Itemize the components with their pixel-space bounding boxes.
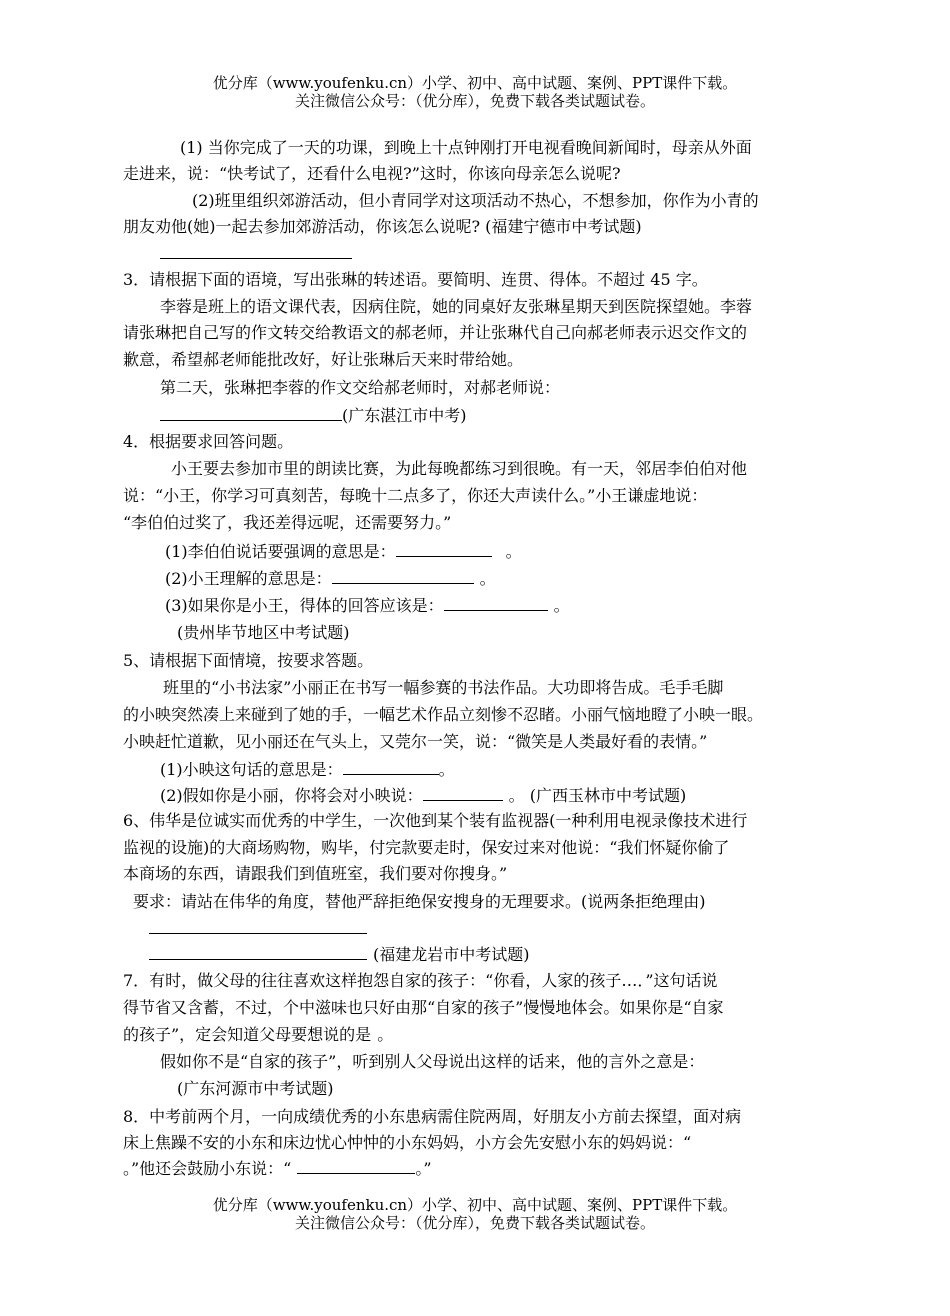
- q5-para-line1: 班里的“小书法家”小丽正在书写一幅参赛的书法作品。大功即将告成。毛手毛脚: [163, 678, 724, 697]
- prev-answer-line: [160, 258, 352, 259]
- q4-sub2-end: 。: [479, 569, 496, 588]
- q6-para-line3: 本商场的东西，请跟我们到值班室，我们要对你搜身。”: [123, 864, 508, 883]
- q4-sub3: [165, 594, 570, 617]
- q3-para1-line1: 李蓉是班上的语文课代表，因病住院，她的同桌好友张琳星期天到医院探望她。李蓉: [160, 297, 753, 316]
- q5-sub1-text: (1)小映这句话的意思是：: [160, 760, 343, 779]
- q4-sub1-end: 。: [505, 542, 522, 561]
- q5-sub1: [160, 758, 455, 781]
- q6-para-line1: 6、伟华是位诚实而优秀的中学生，一次他到某个装有监视器(一种利用电视录像技术进行: [123, 811, 748, 830]
- q4-sub2-text: (2)小王理解的意思是：: [165, 569, 332, 588]
- q5-sub2-end: 。 (广西玉林市中考试题): [508, 786, 687, 805]
- q7-para-line2: 得节省又含蓄，不过，个中滋味也只好由那“自家的孩子”慢慢地体会。如果你是“自家: [123, 998, 724, 1017]
- q4-para-line2: 说：“小王，你学习可真刻苦，每晚十二点多了，你还大声读什么。”小王谦虚地说：: [123, 486, 708, 505]
- q4-sub3-text: (3)如果你是小王，得体的回答应该是：: [165, 596, 444, 615]
- q6-answer-line-2[interactable]: [149, 943, 367, 960]
- q6-para-line2: 监视的设施)的大商场购物，购毕，付完款要走时，保安过来对他说：“我们怀疑你偷了: [123, 838, 730, 857]
- prev-part2-line2: 朋友劝他(她)一起去参加郊游活动，你该怎么说呢? (福建宁德市中考试题): [123, 217, 642, 236]
- prev-part1-line2: 走进来，说：“快考试了，还看什么电视?”这时，你该向母亲怎么说呢?: [123, 164, 621, 183]
- q4-sub1-blank[interactable]: [396, 540, 492, 557]
- q4-para-line1: 小王要去参加市里的朗读比赛，为此每晚都练习到很晚。有一天，邻居李伯伯对他: [171, 459, 748, 478]
- q5-sub2-text: (2)假如你是小丽，你将会对小映说：: [160, 786, 423, 805]
- q3-title: 3．请根据下面的语境，写出张琳的转述语。要简明、连贯、得体。不超过 45 字。: [123, 270, 708, 289]
- q4-sub3-blank[interactable]: [444, 594, 548, 611]
- q5-sub2-blank[interactable]: [423, 784, 503, 801]
- header-line-2: 关注微信公众号：（优分库），免费下载各类试题试卷。: [294, 92, 655, 110]
- footer-line-2: 关注微信公众号：（优分库），免费下载各类试题试卷。: [294, 1214, 655, 1232]
- q7-source: (广东河源市中考试题): [177, 1079, 334, 1098]
- q7-para-line3-end: 。: [377, 1025, 394, 1044]
- q8-para-line1: 8．中考前两个月，一向成绩优秀的小东患病需住院两周，好朋友小方前去探望，面对病: [123, 1107, 742, 1126]
- header-line-1: 优分库（www.youfenku.cn）小学、初中、高中试题、案例、PPT课件下载。: [212, 74, 738, 92]
- q4-sub2: [165, 567, 496, 590]
- q3-answer-blank[interactable]: [160, 404, 342, 421]
- q5-sub1-end: 。: [438, 760, 455, 779]
- q8-para-line3: [123, 1157, 432, 1180]
- q3-source: (广东湛江市中考): [342, 406, 467, 425]
- q5-para-line3: 小映赶忙道歉，见小丽还在气头上，又莞尔一笑，说：“微笑是人类最好看的表情。”: [123, 732, 708, 751]
- q4-source: (贵州毕节地区中考试题): [177, 623, 350, 642]
- q5-title: 5、请根据下面情境，按要求答题。: [123, 651, 374, 670]
- q8-para-line2: 床上焦躁不安的小东和床边忧心忡忡的小东妈妈，小方会先安慰小东的妈妈说：“: [123, 1133, 692, 1152]
- q5-sub1-blank[interactable]: [343, 758, 439, 775]
- q4-sub1: [165, 540, 522, 563]
- q5-para-line2: 的小映突然凑上来碰到了她的手，一幅艺术作品立刻惨不忍睹。小丽气恼地瞪了小映一眼。: [123, 705, 764, 724]
- q8-para-line3-end: 。”: [415, 1159, 432, 1178]
- q3-para1-line2: 请张琳把自己写的作文转交给教语文的郝老师，并让张琳代自己向郝老师表示迟交作文的: [123, 323, 748, 342]
- q4-title: 4．根据要求回答问题。: [123, 432, 294, 451]
- q3-para1-line3: 歉意，希望郝老师能批改好，好让张琳后天来时带给她。: [123, 350, 524, 369]
- q3-answer-row: [160, 404, 467, 427]
- q7-para-line3: [123, 1023, 393, 1046]
- q4-para-line3: “李伯伯过奖了，我还差得远呢，还需要努力。”: [123, 513, 452, 532]
- q4-sub2-blank[interactable]: [332, 567, 474, 584]
- footer-line-1: 优分库（www.youfenku.cn）小学、初中、高中试题、案例、PPT课件下载。: [212, 1196, 738, 1214]
- q5-sub2: [160, 784, 686, 807]
- q7-para-line1: 7．有时，做父母的往往喜欢这样抱怨自家的孩子：“你看，人家的孩子…．”这句话说: [123, 971, 718, 990]
- q3-para2: 第二天，张琳把李蓉的作文交给郝老师时，对郝老师说：: [160, 378, 561, 397]
- q4-sub3-end: 。: [553, 596, 570, 615]
- prev-part1-line1: (1) 当你完成了一天的功课，到晚上十点钟刚打开电视看晚间新闻时，母亲从外面: [180, 138, 752, 157]
- q8-answer-blank[interactable]: [297, 1157, 415, 1174]
- q4-sub1-text: (1)李伯伯说话要强调的意思是：: [165, 542, 396, 561]
- q6-requirement: 要求：请站在伟华的角度，替他严辞拒绝保安搜身的无理要求。(说两条拒绝理由): [133, 892, 706, 911]
- q6-answer-row: [149, 943, 530, 966]
- q7-para2: 假如你不是“自家的孩子”，听到别人父母说出这样的话来，他的言外之意是：: [160, 1052, 705, 1071]
- q6-answer-line-1[interactable]: [149, 933, 367, 934]
- q6-source: (福建龙岩市中考试题): [373, 945, 530, 964]
- q7-para-line3-text: 的孩子”，定会知道父母要想说的是: [123, 1025, 372, 1044]
- prev-part2-line1: (2)班里组织郊游活动，但小青同学对这项活动不热心，不想参加，你作为小青的: [192, 191, 759, 210]
- q8-para-line3-text: 。”他还会鼓励小东说：“: [123, 1159, 292, 1178]
